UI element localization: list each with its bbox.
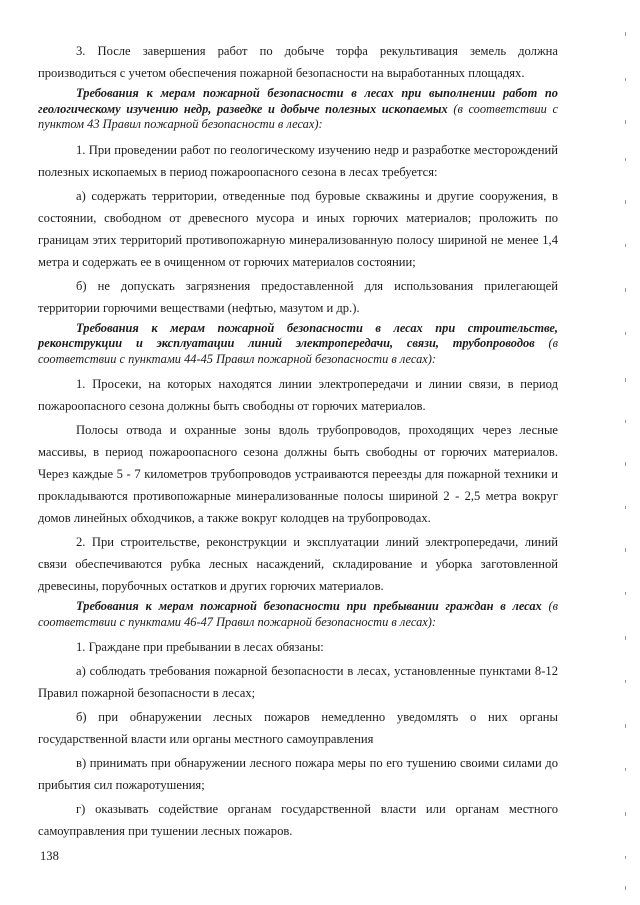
section-heading-title: Требования к мерам пожарной безопасности в лесах при выполнении работ по геологическому изучению недр, разведке и добыче полезных ископаемых [38,86,558,116]
paragraph: г) оказывать содействие органам государственной власти или органам местного самоуправления при тушении лесных пожаров. [38,802,558,838]
section-heading-reference: (в соответствии с пунктом 43 Правил пожарной безопасности в лесах): [38,101,558,131]
paragraph: 1. Граждане при пребывании в лесах обязаны: [76,640,324,654]
section-heading-title: Требования к мерам пожарной безопасности в лесах при строительстве, реконструкции и эксплуатации линий электропередачи, связи, трубопроводов [38,320,558,350]
paragraph: 2. При строительстве, реконструкции и эксплуатации линий электропередачи, линий связи обеспечиваются рубка лесных насаждений, складирование и уборка заготовленной древесины, порубочных остатков и других горючих материалов. [38,535,558,593]
section-heading [38,599,558,630]
paragraph: 3. После завершения работ по добыче торфа рекультивация земель должна производиться с учетом обеспечения пожарной безопасности на выработанных площадях. [38,44,558,80]
paragraph: б) не допускать загрязнения предоставленной для использования прилегающей территории горючими веществами (нефтью, мазутом и др.). [38,278,558,315]
paragraph: 1. При проведении работ по геологическому изучению недр и разработке месторождений полезных ископаемых в период пожароопасного сезона в лесах требуется: [38,142,558,179]
section-heading-reference: (в соответствии с пунктами 44-45 Правил пожарной безопасности в лесах): [38,336,558,366]
section-heading [38,86,558,133]
paragraph: а) содержать территории, отведенные под буровые скважины и другие сооружения, в состоянии, свободном от древесного мусора и иных горючих материалов; проложить по границам этих территорий противопожарную минерализованную полосу шириной не менее 1,4 метра и содержать ее в очищенном от горючих материалов состоянии; [38,188,558,269]
paragraph: Полосы отвода и охранные зоны вдоль трубопроводов, проходящих через лесные массивы, в период пожароопасного сезона должны быть свободны от горючих материалов. Через каждые 5 - 7 километров трубопроводов устраиваются переезды для пожарной техники и прокладываются противопожарные минерализованные полосы шириной 2 - 2,5 метра вокруг домов линейных обходчиков, а также вокруг колодцев на трубопроводах. [38,423,558,525]
page-number: 138 [40,849,59,863]
paragraph: а) соблюдать требования пожарной безопасности в лесах, установленные пунктами 8-12 Правил пожарной безопасности в лесах; [38,664,558,700]
section-heading-title: Требования к мерам пожарной безопасности при пребывании граждан в лесах [76,599,542,613]
paragraph: в) принимать при обнаружении лесного пожара меры по его тушению своими силами до прибытия сил пожаротушения; [38,756,558,792]
section-heading [38,321,558,368]
page-body [38,40,558,844]
paragraph: б) при обнаружении лесных пожаров немедленно уведомлять о них органы государственной власти или органы местного самоуправления [38,710,558,746]
section-heading-reference: (в соответствии с пунктами 46-47 Правил пожарной безопасности в лесах): [38,599,558,629]
paragraph: 1. Просеки, на которых находятся линии электропередачи и линии связи, в период пожароопасного сезона должны быть свободны от горючих материалов. [38,377,558,413]
